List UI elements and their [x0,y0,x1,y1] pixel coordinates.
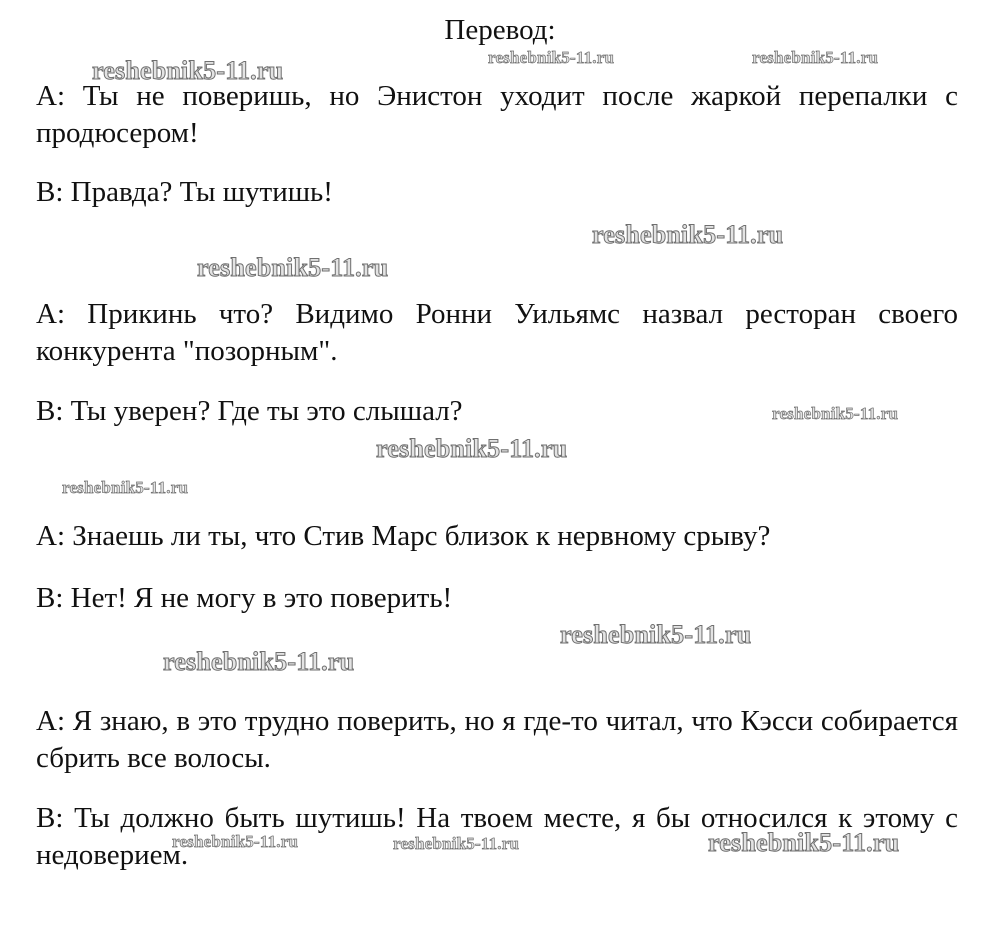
watermark: reshebnik5-11.ru [708,828,900,857]
watermark: reshebnik5-11.ru [163,647,355,676]
dialogue-line-4: В: Ты уверен? Где ты это слышал? [36,395,463,427]
dialogue-line-2: В: Правда? Ты шутишь! [36,176,333,208]
watermark: reshebnik5-11.ru [488,48,615,67]
dialogue-line-5: А: Знаешь ли ты, что Стив Марс близок к нервному срыву? [36,520,771,552]
watermark: reshebnik5-11.ru [772,404,899,423]
dialogue-line-6: В: Нет! Я не могу в это поверить! [36,582,453,614]
watermark: reshebnik5-11.ru [197,253,389,282]
watermark: reshebnik5-11.ru [560,620,752,649]
document-title: Перевод: [444,14,556,46]
watermark: reshebnik5-11.ru [92,56,284,85]
watermark: reshebnik5-11.ru [376,434,568,463]
watermark: reshebnik5-11.ru [752,48,879,67]
dialogue-line-3: А: Прикинь что? Видимо Ронни Уильямс назвал ресторан своего конкурента "позорным". [36,298,958,367]
dialogue-line-7: А: Я знаю, в это трудно поверить, но я где-то читал, что Кэсси собирается сбрить все волосы. [36,705,958,774]
dialogue-line-1: А: Ты не поверишь, но Энистон уходит после жаркой перепалки с продюсером! [36,80,958,149]
dialogue-line-8: В: Ты должно быть шутишь! На твоем месте, я бы относился к этому с недоверием. [36,802,958,871]
watermark: reshebnik5-11.ru [62,478,189,497]
watermark: reshebnik5-11.ru [592,220,784,249]
watermark: reshebnik5-11.ru [393,834,520,853]
watermark: reshebnik5-11.ru [172,832,299,851]
